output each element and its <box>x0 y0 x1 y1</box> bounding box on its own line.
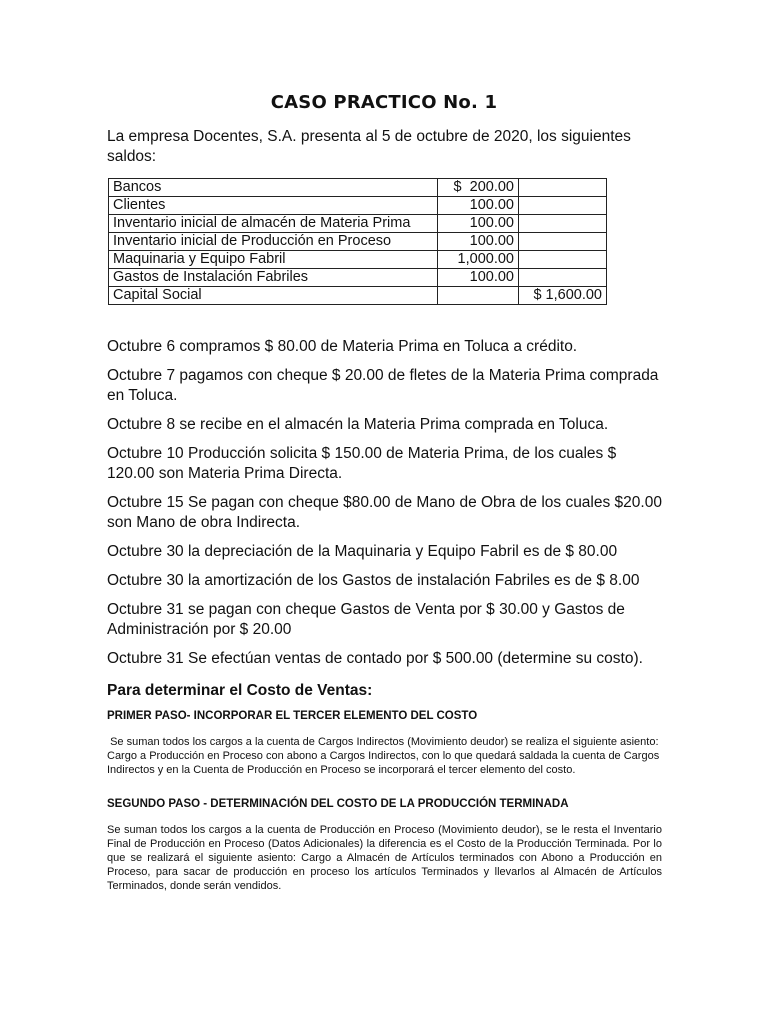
cost-heading: Para determinar el Costo de Ventas: <box>107 682 373 699</box>
total-cell: $ 1,600.00 <box>519 287 607 305</box>
event-paragraph: Octubre 30 la amortización de los Gastos de instalación Fabriles es de $ 8.00 <box>107 572 640 589</box>
table-row <box>109 251 607 269</box>
account-name-cell: Gastos de Instalación Fabriles <box>109 269 438 287</box>
step2-text: Se suman todos los cargos a la cuenta de Producción en Proceso (Movimiento deudor), se le resta el Inventario Final de Producción en Proceso (Datos Adicionales) la diferencia es el Costo de la Producción Terminada. Por lo que se realizará el siguiente asiento: Cargo a Almacén de Artículos terminados con Abono a Producción en Proceso, para sacar de producción en proceso los artículos Terminados y llevarlos al Almacén de Artículos Terminados, donde serán vendidos. <box>107 824 662 892</box>
total-cell <box>519 233 607 251</box>
amount-cell: 100.00 <box>438 215 519 233</box>
amount-cell: 100.00 <box>438 197 519 215</box>
step2-title: SEGUNDO PASO - DETERMINACIÓN DEL COSTO DE LA PRODUCCIÓN TERMINADA <box>107 798 569 810</box>
account-name-cell: Maquinaria y Equipo Fabril <box>109 251 438 269</box>
table-row <box>109 215 607 233</box>
event-paragraph: Octubre 10 Producción solicita $ 150.00 de Materia Prima, de los cuales $ 120.00 son Materia Prima Directa. <box>107 445 617 482</box>
table-row <box>109 179 607 197</box>
total-cell <box>519 197 607 215</box>
events-list <box>107 337 667 678</box>
total-cell <box>519 179 607 197</box>
event-paragraph: Octubre 30 la depreciación de la Maquinaria y Equipo Fabril es de $ 80.00 <box>107 543 618 560</box>
event-paragraph: Octubre 6 compramos $ 80.00 de Materia Prima en Toluca a crédito. <box>107 338 578 355</box>
total-cell <box>519 251 607 269</box>
table-row <box>109 287 607 305</box>
table-row <box>109 197 607 215</box>
total-cell <box>519 215 607 233</box>
step1-title: PRIMER PASO- INCORPORAR EL TERCER ELEMENTO DEL COSTO <box>107 710 478 722</box>
amount-cell: 100.00 <box>438 269 519 287</box>
amount-cell: $ 200.00 <box>438 179 519 197</box>
amount-cell: 100.00 <box>438 233 519 251</box>
event-paragraph: Octubre 31 Se efectúan ventas de contado por $ 500.00 (determine su costo). <box>107 650 643 667</box>
event-paragraph: Octubre 8 se recibe en el almacén la Materia Prima comprada en Toluca. <box>107 416 609 433</box>
account-name-cell: Capital Social <box>109 287 438 305</box>
account-name-cell: Inventario inicial de almacén de Materia Prima <box>109 215 438 233</box>
step1-text: Se suman todos los cargos a la cuenta de Cargos Indirectos (Movimiento deudor) se realiza el siguiente asiento: Cargo a Producción en Proceso con abono a Cargos Indirectos, con lo que quedará saldada la cuenta de Cargos Indirectos y en la Cuenta de Producción en Proceso se incorporará el tercer elemento del costo. <box>107 736 663 776</box>
account-name-cell: Inventario inicial de Producción en Proceso <box>109 233 438 251</box>
table-row <box>109 269 607 287</box>
event-paragraph: Octubre 7 pagamos con cheque $ 20.00 de fletes de la Materia Prima comprada en Toluca. <box>107 367 659 404</box>
intro-paragraph: La empresa Docentes, S.A. presenta al 5 de octubre de 2020, los siguientes saldos: <box>107 128 631 165</box>
event-paragraph: Octubre 31 se pagan con cheque Gastos de Venta por $ 30.00 y Gastos de Administración por $ 20.00 <box>107 601 625 638</box>
document-title: CASO PRACTICO No. 1 <box>270 92 498 113</box>
table-row <box>109 233 607 251</box>
event-paragraph: Octubre 15 Se pagan con cheque $80.00 de Mano de Obra de los cuales $20.00 son Mano de obra Indirecta. <box>107 494 662 531</box>
account-name-cell: Bancos <box>109 179 438 197</box>
total-cell <box>519 269 607 287</box>
amount-cell <box>438 287 519 305</box>
amount-cell: 1,000.00 <box>438 251 519 269</box>
balances-table <box>108 178 607 305</box>
account-name-cell: Clientes <box>109 197 438 215</box>
